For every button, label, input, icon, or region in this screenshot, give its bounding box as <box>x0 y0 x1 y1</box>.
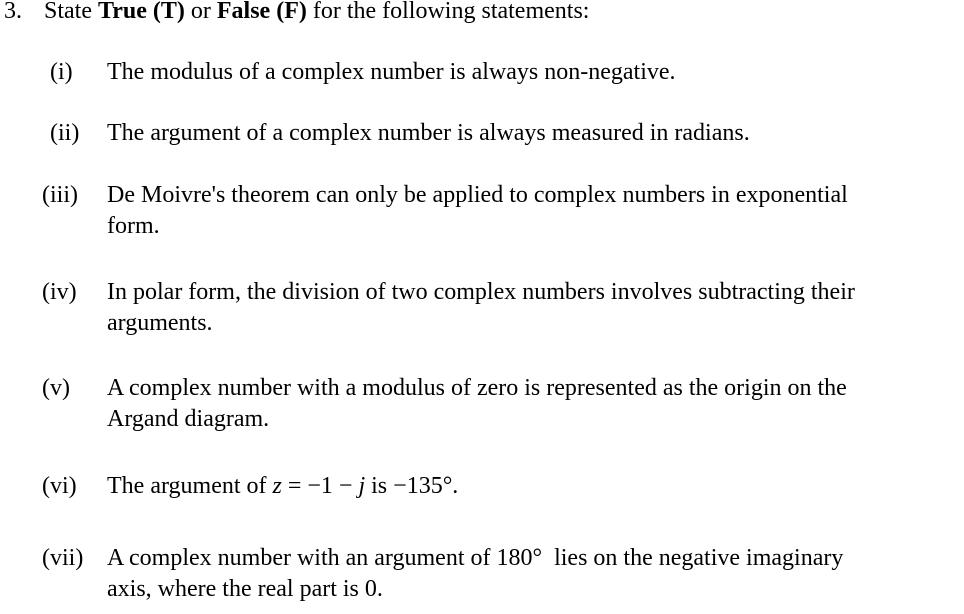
question-number: 3. <box>4 0 22 24</box>
statement-line-1: De Moivre's theorem can only be applied to complex numbers in exponential <box>107 182 848 208</box>
text-suffix: lies on the negative imaginary <box>542 545 844 571</box>
statement-text <box>107 180 952 242</box>
statement-line-2: arguments. <box>107 310 213 336</box>
statement-text <box>107 373 952 435</box>
statement-text <box>107 471 952 502</box>
text-prefix: The argument of <box>107 473 273 499</box>
statement-text: The modulus of a complex number is always non-negative. <box>107 59 676 85</box>
statement-text <box>107 277 952 339</box>
statement-line-2: axis, where the real part is 0. <box>107 576 383 602</box>
statement-line-2: Argand diagram. <box>107 406 270 432</box>
math-angle: −135° <box>393 473 453 499</box>
statement-label: (iii) <box>42 182 78 208</box>
text-prefix: A complex number with an argument of <box>107 545 497 571</box>
statement-label: (vii) <box>42 545 84 571</box>
intro-or: or <box>184 0 217 24</box>
statement-label: (iv) <box>42 279 77 305</box>
math-angle: 180° <box>496 545 543 571</box>
statement-line-1: A complex number with a modulus of zero is represented as the origin on the <box>107 375 847 401</box>
statement-label: (ii) <box>50 120 80 146</box>
math-j: j <box>358 473 366 499</box>
text-end: . <box>452 473 459 499</box>
intro-true: True (T) <box>98 0 185 24</box>
intro-suffix: for the following statements: <box>306 0 590 24</box>
question-heading <box>4 0 589 27</box>
math-z: z <box>272 473 282 499</box>
statement-text <box>107 543 952 605</box>
math-equation: = −1 − <box>281 473 359 499</box>
intro-false: False (F) <box>216 0 307 24</box>
statement-line-1 <box>107 543 952 574</box>
statement-label: (i) <box>50 59 73 85</box>
statement-label: (vi) <box>42 473 77 499</box>
text-is: is <box>365 473 394 499</box>
statement-line-2: form. <box>107 213 160 239</box>
statement-text: The argument of a complex number is always measured in radians. <box>107 120 750 146</box>
statement-line-1: In polar form, the division of two complex numbers involves subtracting their <box>107 279 855 305</box>
intro-prefix: State <box>44 0 98 24</box>
statement-label: (v) <box>42 375 70 401</box>
